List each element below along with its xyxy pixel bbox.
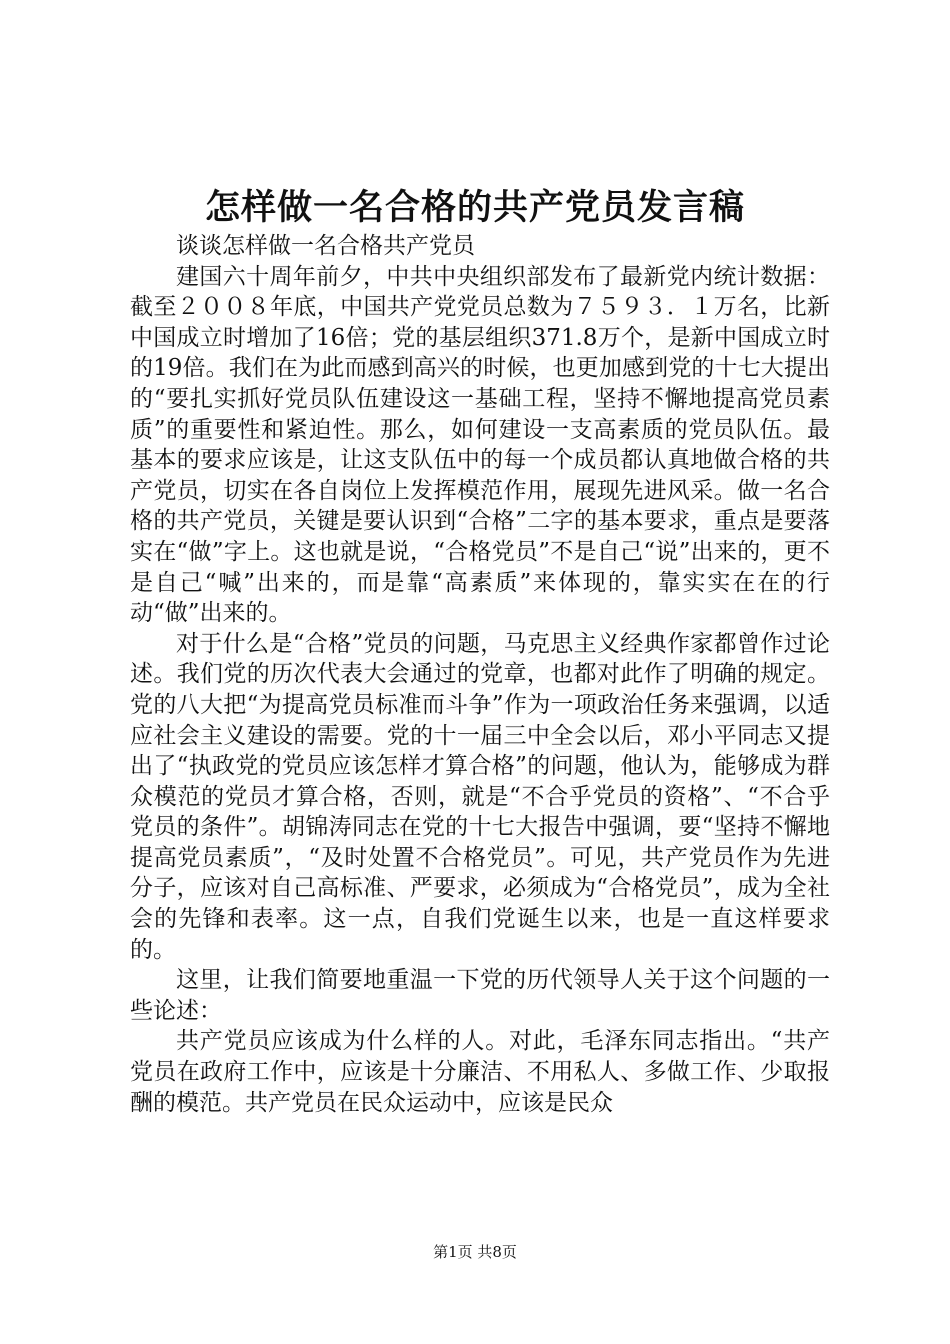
paragraph: 共产党员应该成为什么样的人。对此，毛泽东同志指出。“共产党员在政府工作中，应该是十分廉洁、不用私人、多做工作、少取报酬的模范。共产党员在民众运动中，应该是民众: [130, 1028, 830, 1116]
page-footer: 第1页 共8页: [433, 1243, 517, 1261]
paragraph: 建国六十周年前夕，中共中央组织部发布了最新党内统计数据：截至２００８年底，中国共产党党员总数为７５９３．１万名，比新中国成立时增加了16倍；党的基层组织371.8万个，是新中国成立时的19倍。我们在为此而感到高兴的时候，也更加感到党的十七大提出的“要扎实抓好党员队伍建设这一基础工程，坚持不懈地提高党员素质”的重要性和紧迫性。那么，如何建设一支高素质的党员队伍。最基本的要求应该是，让这支队伍中的每一个成员都认真地做合格的共产党员，切实在各自岗位上发挥模范作用，展现先进风采。做一名合格的共产党员，关键是要认识到“合格”二字的基本要求，重点是要落实在“做”字上。这也就是说，“合格党员”不是自己“说”出来的，更不是自己“喊”出来的，而是靠“高素质”来体现的，靠实实在在的行动“做”出来的。: [130, 263, 830, 627]
document-body: [130, 231, 830, 1118]
paragraph: 对于什么是“合格”党员的问题，马克思主义经典作家都曾作过论述。我们党的历次代表大会通过的党章，也都对此作了明确的规定。党的八大把“为提高党员标准而斗争”作为一项政治任务来强调，以适应社会主义建设的需要。党的十一届三中全会以后，邓小平同志又提出了“执政党的党员应该怎样才算合格”的问题，他认为，能够成为群众模范的党员才算合格，否则，就是“不合乎党员的资格”、“不合乎党员的条件”。胡锦涛同志在党的十七大报告中强调，要“坚持不懈地提高党员素质”，“及时处置不合格党员”。可见，共产党员作为先进分子，应该对自己高标准、严要求，必须成为“合格党员”，成为全社会的先锋和表率。这一点，自我们党诞生以来，也是一直这样要求的。: [130, 630, 830, 963]
document-title: 怎样做一名合格的共产党员发言稿: [204, 187, 745, 228]
paragraph: 这里，让我们简要地重温一下党的历代领导人关于这个问题的一些论述：: [130, 967, 830, 1024]
paragraph-subtitle: 谈谈怎样做一名合格共产党员: [176, 233, 475, 259]
